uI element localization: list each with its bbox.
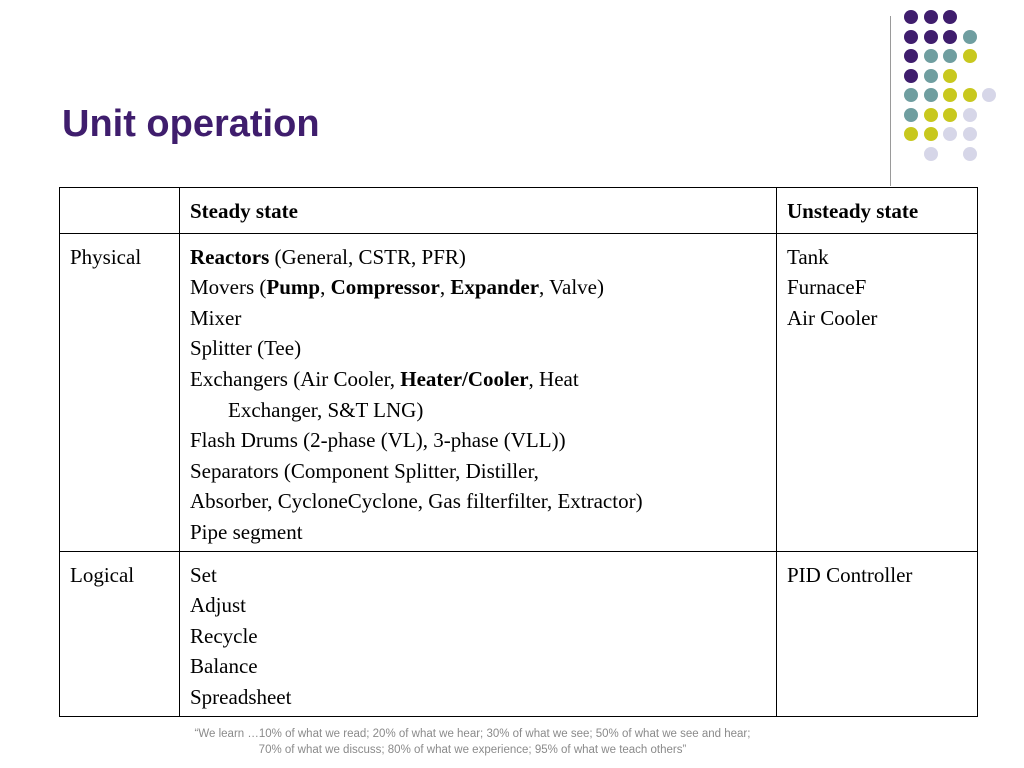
decorative-dot: [943, 108, 957, 122]
list-item-movers: [190, 272, 766, 303]
table-header-row: [60, 188, 978, 234]
list-item-separators-continued: Absorber, CycloneCyclone, Gas filterfilter, Extractor): [190, 489, 643, 514]
decorative-dot: [943, 88, 957, 102]
decorative-dot: [943, 49, 957, 63]
decorative-dot: [943, 127, 957, 141]
decorative-dot: [963, 108, 977, 122]
decorative-dot: [963, 88, 977, 102]
decorative-dot: [982, 88, 996, 102]
decorative-dot: [924, 69, 938, 83]
reactors-label: Reactors: [190, 244, 270, 269]
decorative-dot: [943, 30, 957, 44]
decorative-dot: [904, 49, 918, 63]
logical-steady-cell: [180, 551, 777, 716]
decorative-dot: [963, 127, 977, 141]
footer-quote-line-1: “We learn …10% of what we read; 20% of what we hear; 30% of what we see; 50% of what we see and hear;: [194, 728, 751, 740]
decorative-dot: [924, 10, 938, 24]
footer-quote: [120, 726, 825, 758]
decorative-dot: [963, 147, 977, 161]
list-item-flash-drums: Flash Drums (2-phase (VL), 3-phase (VLL)): [190, 428, 566, 453]
list-item: Adjust: [190, 593, 247, 618]
decorative-dot: [924, 49, 938, 63]
exchangers-suffix: , Heat: [528, 366, 579, 391]
list-item: PID Controller: [787, 562, 913, 587]
list-item-exchangers: [190, 364, 766, 395]
separator-text: ,: [439, 275, 451, 300]
decorative-dot: [904, 88, 918, 102]
decorative-dot: [963, 30, 977, 44]
row-label-physical: Physical: [60, 233, 180, 551]
decorative-dot: [924, 147, 938, 161]
decorative-dot: [904, 30, 918, 44]
movers-suffix: , Valve): [539, 275, 604, 300]
pump-label: Pump: [266, 275, 321, 300]
movers-prefix: Movers (: [190, 275, 267, 300]
footer-quote-line-2: 70% of what we discuss; 80% of what we experience; 95% of what we teach others”: [258, 744, 687, 756]
header-blank-cell: [60, 188, 180, 234]
row-label-logical: Logical: [60, 551, 180, 716]
list-item-pipe-segment: Pipe segment: [190, 519, 303, 544]
header-unsteady-state: Unsteady state: [777, 188, 978, 234]
decorative-dot: [924, 108, 938, 122]
table-row-physical: [60, 233, 978, 551]
list-item-exchangers-continued: Exchanger, S&T LNG): [228, 397, 424, 422]
decorative-divider-line: [890, 16, 891, 186]
unit-operation-table: [59, 187, 978, 717]
header-steady-state: Steady state: [180, 188, 777, 234]
list-item-separators: Separators (Component Splitter, Distiller,: [190, 458, 539, 483]
physical-steady-cell: [180, 233, 777, 551]
list-item: Recycle: [190, 623, 258, 648]
decorative-dot: [904, 108, 918, 122]
heater-cooler-label: Heater/Cooler: [400, 366, 529, 391]
expander-label: Expander: [450, 275, 540, 300]
exchangers-prefix: Exchangers (Air Cooler,: [190, 366, 401, 391]
separator-text: ,: [320, 275, 331, 300]
decorative-dot: [904, 127, 918, 141]
decorative-dot: [904, 69, 918, 83]
list-item-mixer: Mixer: [190, 305, 242, 330]
decorative-dot: [924, 30, 938, 44]
list-item: Set: [190, 562, 217, 587]
decorative-dot-grid: [904, 10, 1004, 170]
decorative-dot: [924, 127, 938, 141]
list-item: Air Cooler: [787, 305, 878, 330]
logical-unsteady-cell: [777, 551, 978, 716]
list-item-reactors: [190, 242, 766, 273]
list-item: Tank: [787, 244, 829, 269]
decorative-dot: [904, 10, 918, 24]
decorative-dot: [963, 49, 977, 63]
table-row-logical: [60, 551, 978, 716]
physical-unsteady-cell: [777, 233, 978, 551]
list-item: Balance: [190, 654, 258, 679]
reactors-detail: (General, CSTR, PFR): [269, 244, 466, 269]
list-item: Spreadsheet: [190, 684, 292, 709]
decorative-dot: [943, 69, 957, 83]
list-item: FurnaceF: [787, 275, 867, 300]
list-item-splitter: Splitter (Tee): [190, 336, 302, 361]
decorative-dot: [924, 88, 938, 102]
compressor-label: Compressor: [330, 275, 440, 300]
slide-title: Unit operation: [62, 103, 320, 145]
decorative-dot: [943, 10, 957, 24]
